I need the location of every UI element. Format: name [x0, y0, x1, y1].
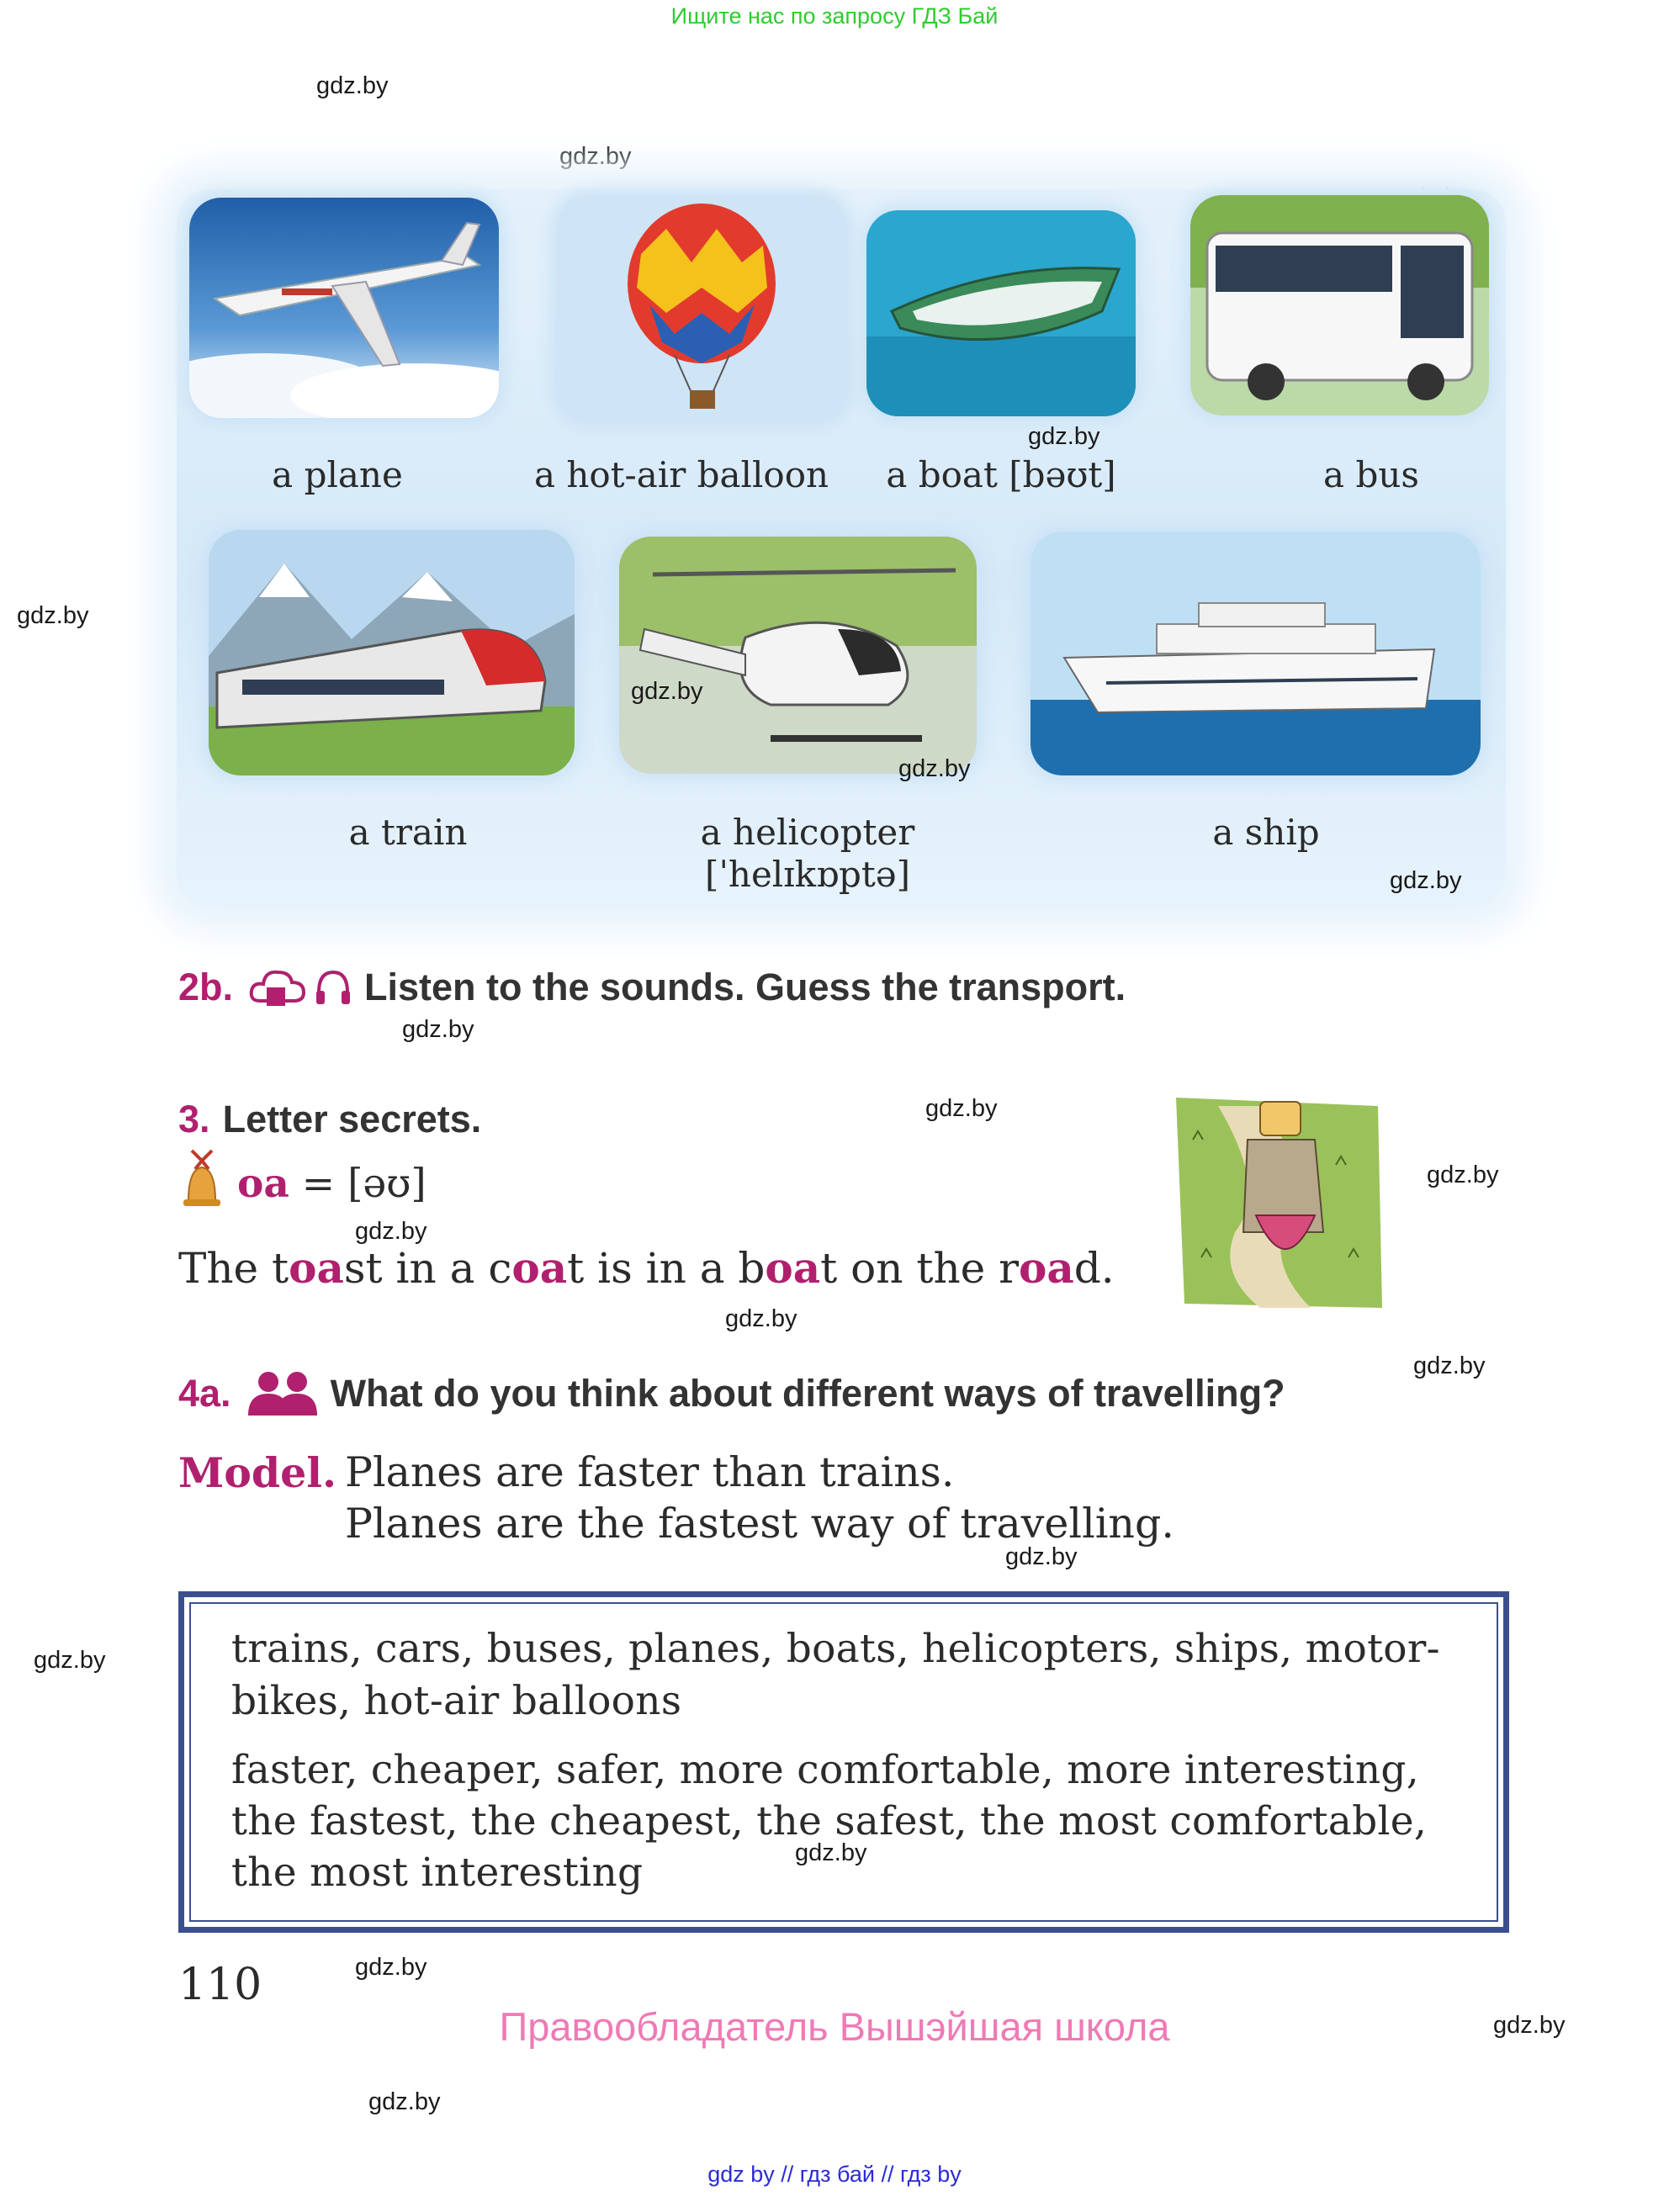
watermark: gdz.by: [355, 1954, 427, 1981]
vocab-transcription-helicopter: [ˈhelɪkɒptə]: [704, 854, 911, 895]
boat-icon: [866, 210, 1136, 416]
watermark: gdz.by: [316, 72, 389, 99]
watermark: gdz.by: [368, 2088, 441, 2115]
helicopter-icon: [619, 537, 977, 774]
watermark: gdz.by: [1005, 1543, 1078, 1570]
watermark: gdz.by: [898, 755, 971, 782]
vocab-label-bus: a bus: [1323, 454, 1419, 495]
exercise-number: 4a.: [178, 1372, 231, 1415]
toast-on-road-illustration: [1168, 1089, 1386, 1316]
watermark: gdz.by: [559, 143, 632, 170]
watermark: gdz.by: [631, 678, 703, 705]
cloud-cd-icon: [248, 966, 307, 1009]
exercise-instruction: What do you think about different ways of travelling?: [330, 1372, 1285, 1415]
headphones-icon: [314, 967, 352, 1008]
word-box-line: the most interesting: [231, 1850, 644, 1896]
balloon-image: [557, 195, 847, 422]
word-box-inner: [189, 1602, 1498, 1922]
plane-icon: [189, 198, 499, 418]
watermark: gdz.by: [725, 1305, 797, 1332]
watermark: gdz.by: [795, 1839, 867, 1866]
search-hint-link[interactable]: Ищите нас по запросу ГДЗ Бай: [670, 3, 999, 29]
plane-image: [189, 198, 499, 418]
balloon-icon: [557, 195, 847, 422]
sentence-fragment: d.: [1073, 1244, 1115, 1293]
exercise-title: Letter secrets.: [222, 1098, 482, 1140]
bus-image: [1190, 195, 1489, 415]
train-image: [209, 530, 575, 775]
exercise-instruction: Listen to the sounds. Guess the transport.: [364, 966, 1126, 1008]
model-line-1: Planes are faster than trains.: [345, 1448, 955, 1496]
train-icon: [209, 530, 575, 775]
watermark: gdz.by: [1028, 423, 1100, 450]
exercise-number: 2b.: [178, 966, 234, 1008]
vocab-label-plane: a plane: [272, 454, 403, 495]
watermark: gdz.by: [925, 1095, 998, 1122]
watermark: gdz.by: [1390, 867, 1462, 894]
watermark: gdz.by: [402, 1016, 474, 1043]
highlighted-letters: oa: [289, 1243, 344, 1293]
bus-icon: [1190, 195, 1489, 415]
footer-links[interactable]: gdz by // гдз бай // гдз by: [707, 2162, 962, 2187]
model-label: Model.: [178, 1448, 337, 1497]
highlighted-letters: oa: [511, 1243, 568, 1293]
sentence-fragment: t on the r: [820, 1244, 1020, 1293]
rule-sound: = [əʊ]: [289, 1161, 427, 1207]
boat-image: [866, 210, 1136, 416]
watermark: gdz.by: [1413, 1352, 1486, 1379]
vocab-label-helicopter: a helicopter: [700, 812, 915, 853]
ship-image: [1031, 532, 1481, 775]
word-box: [178, 1591, 1509, 1933]
watermark: gdz.by: [355, 1218, 427, 1245]
exercise-4a: [178, 1367, 1285, 1421]
sentence-fragment: t is in a b: [567, 1244, 766, 1293]
exercise-2b: [178, 961, 1126, 1013]
highlighted-letters: oa: [765, 1243, 821, 1293]
watermark: gdz.by: [1427, 1162, 1499, 1188]
word-box-line: trains, cars, buses, planes, boats, helicopters, ships, motor-: [231, 1626, 1440, 1672]
watermark: gdz.by: [34, 1647, 106, 1674]
helicopter-image: [619, 537, 977, 774]
sentence-fragment: The t: [178, 1244, 289, 1293]
ship-icon: [1031, 532, 1481, 775]
watermark: gdz.by: [1493, 2012, 1566, 2039]
page-number: 110: [178, 1960, 262, 2010]
pair-work-icon: [245, 1370, 321, 1417]
watermark: gdz.by: [17, 602, 89, 629]
word-box-line: the fastest, the cheapest, the safest, the most comfortable,: [231, 1798, 1428, 1844]
letter-rule: [237, 1161, 427, 1207]
copyright-holder: Правообладатель Вышэйшая школа: [499, 2004, 1170, 2049]
exercise-number: 3.: [178, 1098, 210, 1140]
vocab-label-train: a train: [348, 812, 468, 853]
exercise-3-heading: [178, 1098, 481, 1141]
word-box-line: bikes, hot-air balloons: [231, 1678, 682, 1724]
highlighted-letters: oa: [1019, 1243, 1074, 1293]
model-line-2: Planes are the fastest way of travelling.: [345, 1500, 1174, 1548]
vocab-label-balloon: a hot-air balloon: [533, 454, 829, 495]
example-sentence: [178, 1243, 1115, 1293]
bell-icon: [177, 1144, 227, 1211]
vocab-label-ship: a ship: [1212, 812, 1320, 853]
sentence-fragment: st in a c: [343, 1244, 512, 1293]
word-box-line: faster, cheaper, safer, more comfortable, more interesting,: [231, 1747, 1420, 1793]
rule-letters: oa: [237, 1161, 289, 1207]
vocab-label-boat: a boat [bəʊt]: [886, 454, 1116, 495]
